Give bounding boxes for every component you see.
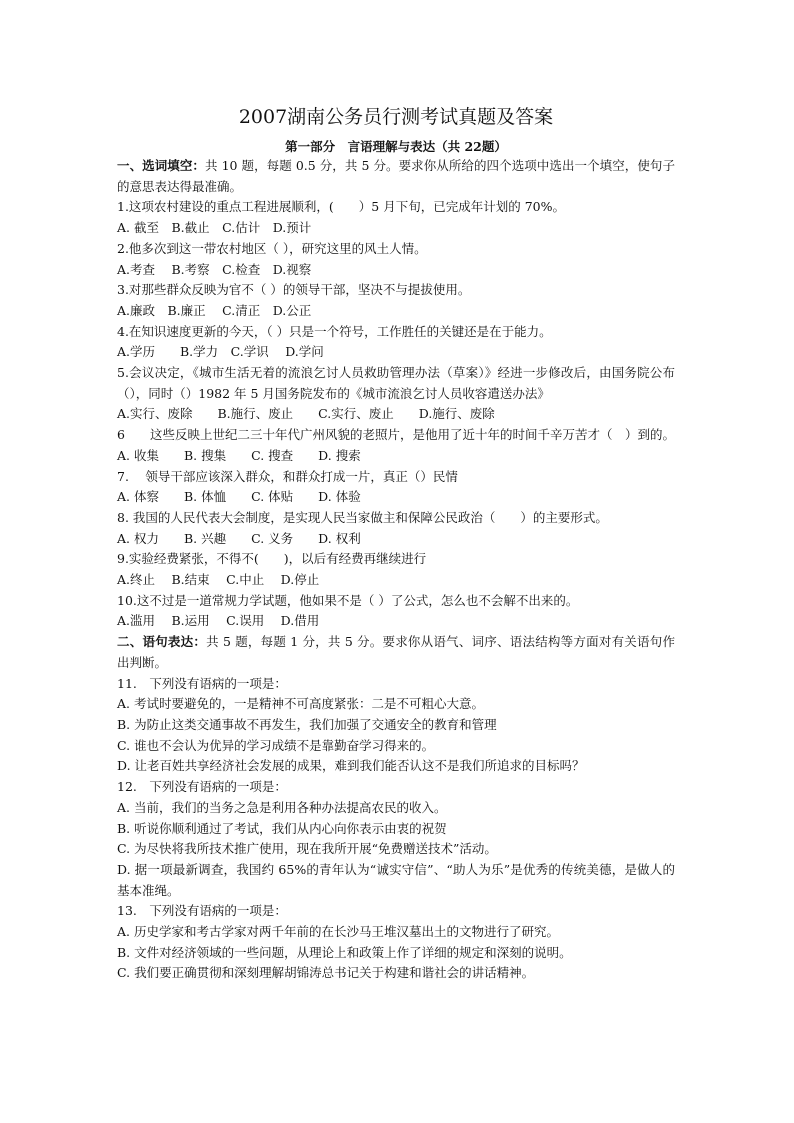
question-12-option-b: B. 听说你顺利通过了考试，我们从内心向你表示由衷的祝贺 (117, 820, 447, 836)
question-4-options: A.学历 B.学力 C.学识 D.学问 (117, 344, 324, 360)
document-title: 2007湖南公务员行测考试真题及答案 (238, 106, 554, 128)
section-2-intro (117, 632, 675, 673)
question-11-option-b: B. 为防止这类交通事故不再发生，我们加强了交通安全的教育和管理 (117, 716, 497, 732)
question-6-options: A. 收集 B. 搜集 C. 搜查 D. 搜索 (117, 447, 361, 463)
question-10-options: A.滥用 B.运用 C.误用 D.借用 (117, 613, 320, 629)
section-2-description: 共 5 题，每题 1 分，共 5 分。要求你从语气、词序、语法结构等方面对有关语句作出判断。 (117, 634, 675, 670)
question-13-option-b: B. 文件对经济领域的一些问题，从理论上和政策上作了详细的规定和深刻的说明。 (117, 944, 572, 960)
question-2: 2.他多次到这一带农村地区（ ），研究这里的风土人情。 (117, 240, 427, 256)
question-13: 13. 下列没有语病的一项是： (117, 903, 287, 919)
question-7: 7. 领导干部应该深入群众，和群众打成一片，真正（）民情 (117, 468, 458, 484)
section-1-description: 共 10 题，每题 0.5 分，共 5 分。要求你从所给的四个选项中选出一个填空，使句子的意思表达得最准确。 (117, 158, 675, 194)
question-9-options: A.终止 B.结束 C.中止 D.停止 (117, 572, 320, 588)
question-10: 10.这不过是一道常规力学试题，他如果不是（ ）了公式，怎么也不会解不出来的。 (117, 592, 579, 608)
question-5: 5.会议决定，《城市生活无着的流浪乞讨人员救助管理办法（草案）》经进一步修改后，由国务院公布（），同时（）1982 年 5 月国务院发布的《城市流浪乞讨人员收容遣送办法》 (117, 365, 675, 401)
question-12-option-d: D. 据一项最新调查，我国约 65%的青年认为“诚实守信”、“助人为乐”是优秀的传统美德，是做人的基本准绳。 (117, 861, 675, 898)
question-13-option-a: A. 历史学家和考古学家对两千年前的在长沙马王堆汉墓出土的文物进行了研究。 (117, 924, 559, 940)
section-1-intro (117, 156, 675, 197)
question-11-option-c: C. 谁也不会认为优异的学习成绩不是靠勤奋学习得来的。 (117, 737, 435, 753)
part-title: 第一部分 言语理解与表达（共 22题） (285, 139, 507, 154)
section-2-heading: 二、语句表达： (117, 634, 207, 650)
question-5-options: A.实行、废除 B.施行、废止 C.实行、废止 D.施行、废除 (117, 406, 495, 422)
question-1: 1.这项农村建设的重点工程进展顺利，( ）5 月下旬，已完成年计划的 70%。 (117, 199, 565, 215)
question-8: 8. 我国的人民代表大会制度，是实现人民当家做主和保障公民政治（ ）的主要形式。 (117, 509, 608, 525)
question-12-option-c: C. 为尽快将我所技术推广使用，现在我所开展“免费赠送技术”活动。 (117, 841, 497, 857)
question-9: 9.实验经费紧张，不得不( )，以后有经费再继续进行 (117, 551, 427, 567)
question-7-options: A. 体察 B. 体恤 C. 体贴 D. 体验 (117, 489, 361, 505)
question-2-options: A.考查 B.考察 C.检查 D.视察 (117, 261, 312, 277)
question-11-option-d: D. 让老百姓共享经济社会发展的成果，难到我们能否认这不是我们所追求的目标吗？ (117, 758, 585, 774)
question-1-options: A. 截至 B.截止 C.估计 D.预计 (117, 220, 312, 236)
question-4: 4.在知识速度更新的今天，（ ）只是一个符号，工作胜任的关键还是在于能力。 (117, 323, 552, 339)
document-page (117, 104, 675, 984)
question-12-option-a: A. 当前，我们的当务之急是利用各种办法提高农民的收入。 (117, 799, 447, 815)
question-12: 12. 下列没有语病的一项是： (117, 779, 287, 795)
question-11-option-a: A. 考试时要避免的，一是精神不可高度紧张：二是不可粗心大意。 (117, 696, 484, 712)
question-3: 3.对那些群众反映为官不（ ）的领导干部，坚决不与提拔使用。 (117, 282, 471, 298)
question-8-options: A. 权力 B. 兴趣 C. 义务 D. 权利 (117, 530, 361, 546)
question-3-options: A.廉政 B.廉正 C.清正 D.公正 (117, 302, 312, 318)
question-6: 6 这些反映上世纪二三十年代广州风貌的老照片，是他用了近十年的时间千辛万苦才（ ）到的。 (117, 427, 675, 443)
question-11: 11. 下列没有语病的一项是： (117, 675, 287, 691)
question-13-option-c: C. 我们要正确贯彻和深刻理解胡锦涛总书记关于构建和谐社会的讲话精神。 (117, 965, 535, 981)
section-1-heading: 一、选词填空： (117, 158, 205, 173)
